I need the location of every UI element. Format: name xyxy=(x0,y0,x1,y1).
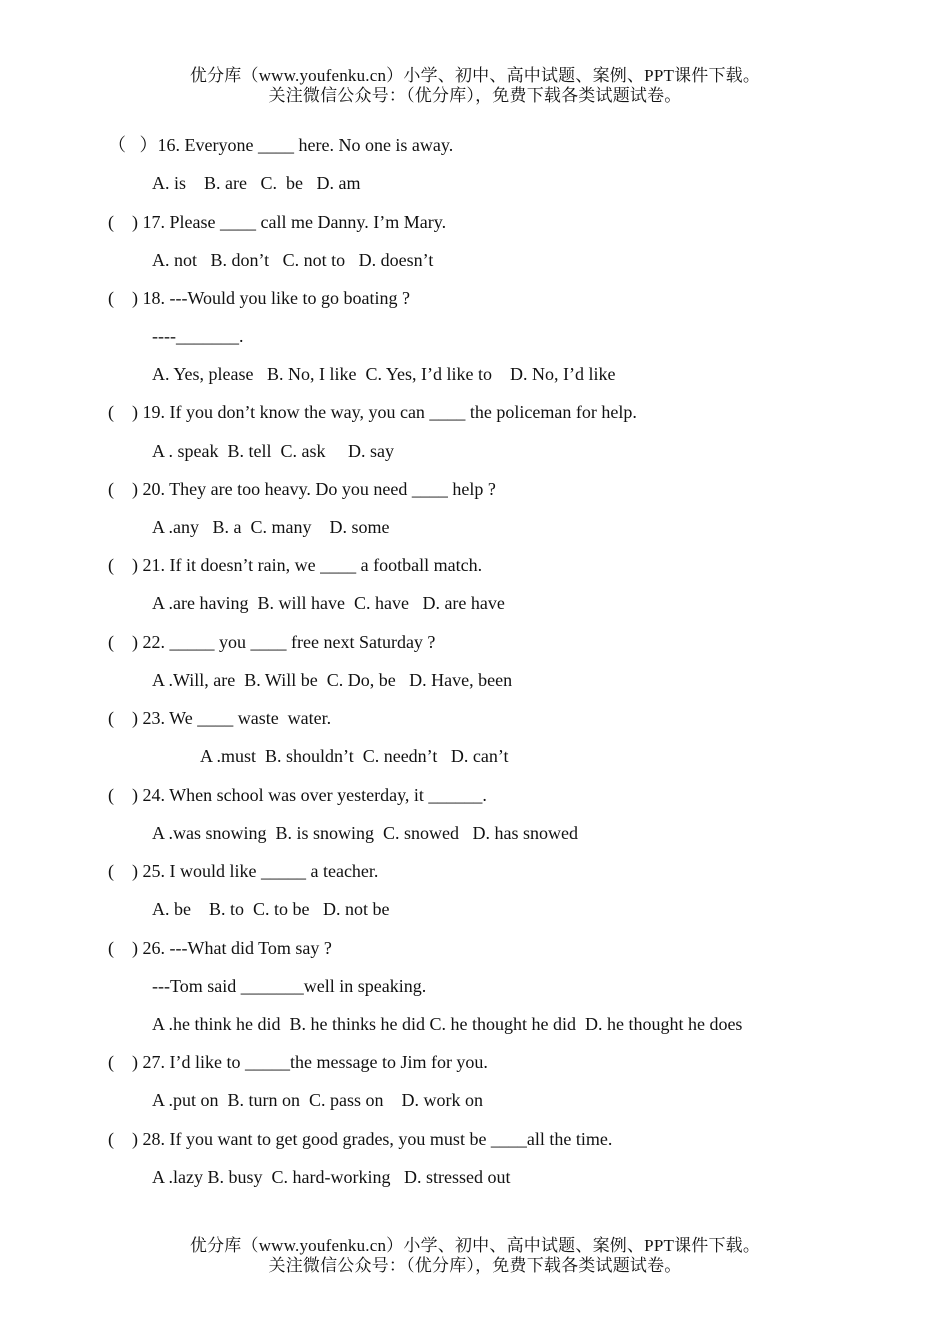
question-27-stem: ( ) 27. I’d like to _____the message to Jim for you. xyxy=(108,1052,488,1072)
question-17-options: A. not B. don’t C. not to D. doesn’t xyxy=(152,250,434,270)
question-26-answer-line: ---Tom said _______well in speaking. xyxy=(152,976,427,996)
question-18-answer-line: ----_______. xyxy=(152,326,244,346)
footer-line-1: 优分库（www.youfenku.cn）小学、初中、高中试题、案例、PPT课件下载。 xyxy=(189,1236,761,1255)
question-27-options: A .put on B. turn on C. pass on D. work on xyxy=(152,1090,484,1110)
question-26-stem: ( ) 26. ---What did Tom say ? xyxy=(108,938,332,958)
question-22-options: A .Will, are B. Will be C. Do, be D. Have, been xyxy=(152,670,513,690)
question-19-stem: ( ) 19. If you don’t know the way, you can ____ the policeman for help. xyxy=(108,402,637,422)
question-24-stem: ( ) 24. When school was over yesterday, it ______. xyxy=(108,785,487,805)
question-26-options: A .he think he did B. he thinks he did C. he thought he did D. he thought he does xyxy=(152,1014,743,1034)
question-18-options: A. Yes, please B. No, I like C. Yes, I’d like to D. No, I’d like xyxy=(152,364,616,384)
question-21-stem: ( ) 21. If it doesn’t rain, we ____ a football match. xyxy=(108,555,483,575)
question-19-options: A . speak B. tell C. ask D. say xyxy=(152,441,394,461)
page-header xyxy=(0,66,950,106)
page-footer xyxy=(0,1236,950,1276)
question-17-stem: ( ) 17. Please ____ call me Danny. I’m Mary. xyxy=(108,212,447,232)
question-28-stem: ( ) 28. If you want to get good grades, you must be ____all the time. xyxy=(108,1129,613,1149)
header-line-2: 关注微信公众号：（优分库），免费下载各类试题试卷。 xyxy=(268,86,682,105)
question-18-stem: ( ) 18. ---Would you like to go boating ? xyxy=(108,288,410,308)
question-20-stem: ( ) 20. They are too heavy. Do you need ____ help ? xyxy=(108,479,496,499)
question-23-stem: ( ) 23. We ____ waste water. xyxy=(108,708,332,728)
header-line-1: 优分库（www.youfenku.cn）小学、初中、高中试题、案例、PPT课件下载。 xyxy=(189,66,761,85)
question-25-options: A. be B. to C. to be D. not be xyxy=(152,899,390,919)
question-24-options: A .was snowing B. is snowing C. snowed D. has snowed xyxy=(152,823,579,843)
question-16-options: A. is B. are C. be D. am xyxy=(152,173,361,193)
question-23-options: A .must B. shouldn’t C. needn’t D. can’t xyxy=(200,746,509,766)
question-25-stem: ( ) 25. I would like _____ a teacher. xyxy=(108,861,379,881)
footer-line-2: 关注微信公众号：（优分库），免费下载各类试题试卷。 xyxy=(268,1256,682,1275)
question-21-options: A .are having B. will have C. have D. are have xyxy=(152,593,505,613)
question-28-options: A .lazy B. busy C. hard-working D. stressed out xyxy=(152,1167,511,1187)
question-20-options: A .any B. a C. many D. some xyxy=(152,517,390,537)
question-16-stem: （ ）16. Everyone ____ here. No one is away. xyxy=(108,135,454,155)
question-22-stem: ( ) 22. _____ you ____ free next Saturday ? xyxy=(108,632,436,652)
